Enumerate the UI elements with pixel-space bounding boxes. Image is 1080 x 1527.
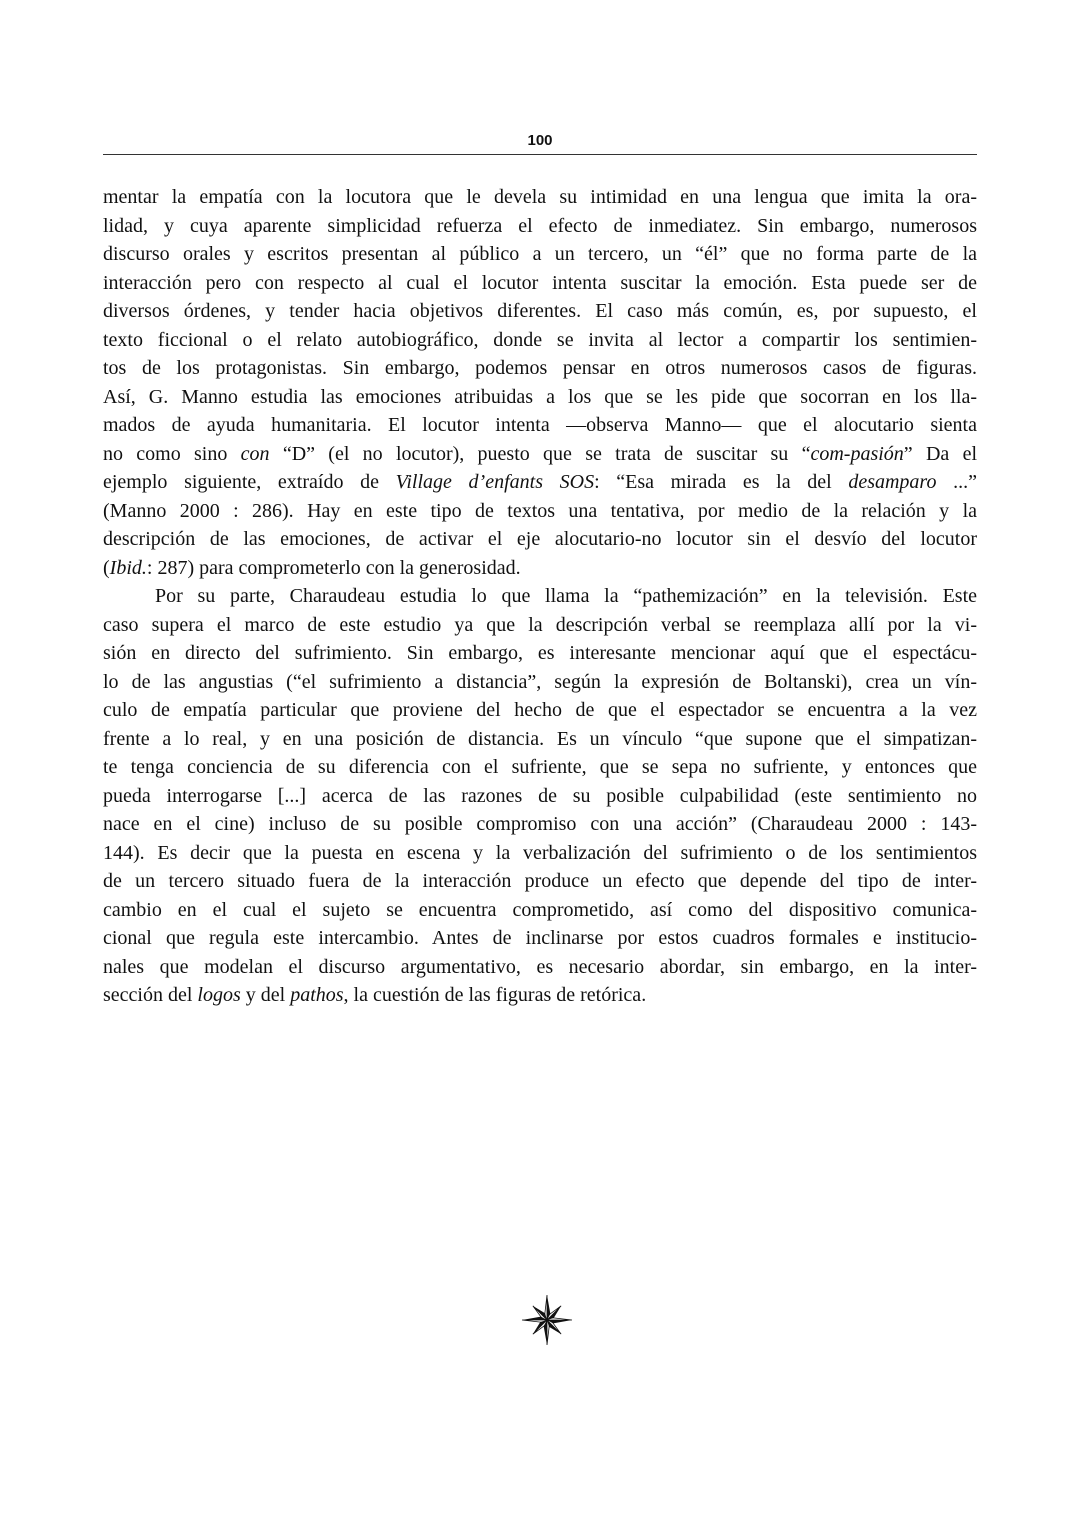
italic-text: com-pasión <box>810 442 904 465</box>
text-span: de un tercero situado fuera de la interacción produce un efecto que depende del tipo de inter- <box>103 870 977 892</box>
text-line <box>103 953 977 982</box>
text-line <box>103 411 977 440</box>
text-line <box>103 725 977 754</box>
text-span: te tenga conciencia de su diferencia con el sufriente, que se sepa no sufriente, y entonces que <box>103 756 977 778</box>
text-line <box>103 354 977 383</box>
text-span: y del <box>240 984 291 1006</box>
header-rule <box>103 154 977 155</box>
text-span: texto ficcional o el relato autobiográfico, donde se invita al lector a compartir los sentimien- <box>103 328 977 351</box>
text-span: ejemplo siguiente, extraído de <box>103 471 396 493</box>
text-line <box>103 896 977 925</box>
text-line <box>103 297 977 326</box>
text-line <box>103 468 977 497</box>
star-ray <box>547 1295 550 1320</box>
text-line <box>103 525 977 554</box>
text-line <box>103 212 977 241</box>
text-span: sección del <box>103 984 198 1006</box>
star-ray <box>544 1320 547 1345</box>
text-line <box>103 924 977 953</box>
star-ray <box>547 1320 572 1323</box>
text-span: caso supera el marco de este estudio ya que la descripción verbal se reemplaza allí por la vi- <box>103 613 977 636</box>
text-span: ...” <box>936 471 977 493</box>
paragraph <box>103 582 977 1010</box>
text-span: culo de empatía particular que proviene del hecho de que el espectador se encuentra a la vez <box>103 699 977 721</box>
text-span: descripción de las emociones, de activar el eje alocutario-no locutor sin el desvío del locutor <box>103 528 977 550</box>
body-text <box>103 183 977 1010</box>
text-line <box>103 611 977 640</box>
text-span: lo de las angustias (“el sufrimiento a distancia”, según la expresión de Boltanski), crea un vín- <box>103 670 977 693</box>
text-span: cional que regula este intercambio. Antes de inclinarse por estos cuadros formales e institucio- <box>103 927 977 949</box>
text-line <box>103 497 977 526</box>
text-span: Así, G. Manno estudia las emociones atribuidas a los que se les pide que socorran en los lla- <box>103 385 977 408</box>
italic-text: Ibid. <box>109 556 147 579</box>
text-span: mentar la empatía con la locutora que le devela su intimidad en una lengua que imita la ora- <box>103 186 977 208</box>
text-line <box>103 326 977 355</box>
italic-text: pathos <box>290 984 344 1006</box>
text-span: discurso orales y escritos presentan al público a un tercero, un “él” que no forma parte de la <box>103 243 977 265</box>
text-line <box>103 782 977 811</box>
text-span: no como sino <box>103 442 241 465</box>
compass-star-icon <box>520 1293 574 1347</box>
text-span: lidad, y cuya aparente simplicidad refuerza el efecto de inmediatez. Sin embargo, numerosos <box>103 214 977 237</box>
text-span: sión en directo del sufrimiento. Sin embargo, es interesante mencionar aquí que el espectácu- <box>103 642 977 664</box>
text-line <box>103 810 977 839</box>
text-span: pueda interrogarse [...] acerca de las razones de su posible culpabilidad (este sentimiento no <box>103 784 977 807</box>
italic-text: con <box>240 442 270 465</box>
text-span: frente a lo real, y en una posición de distancia. Es un vínculo “que supone que el simpatizan- <box>103 727 977 750</box>
text-span: nales que modelan el discurso argumentativo, es necesario abordar, sin embargo, en la inter- <box>103 955 977 978</box>
text-span: cambio en el cual el sujeto se encuentra comprometido, así como del dispositivo comunica- <box>103 898 977 921</box>
text-span: mados de ayuda humanitaria. El locutor intenta —observa Manno— que el alocutario sienta <box>103 414 977 436</box>
text-span: ( <box>103 556 110 579</box>
text-span: 144). Es decir que la puesta en escena y la verbalización del sufrimiento o de los sentimientos <box>103 841 977 864</box>
text-span: : 287) para comprometerlo con la generosidad. <box>146 556 521 579</box>
text-span: : “Esa mirada es la del <box>594 471 849 493</box>
text-span: interacción pero con respecto al cual el locutor intenta suscitar la emoción. Esta puede ser de <box>103 271 977 294</box>
text-span: ” Da el <box>903 442 977 465</box>
text-span: nace en el cine) incluso de su posible compromiso con una acción” (Charaudeau 2000 : 143- <box>103 813 977 835</box>
text-span: , la cuestión de las figuras de retórica. <box>343 984 647 1006</box>
text-line <box>103 383 977 412</box>
text-line <box>103 269 977 298</box>
italic-text: desamparo <box>848 471 937 493</box>
text-line <box>103 753 977 782</box>
text-line <box>103 981 977 1010</box>
text-span: diversos órdenes, y tender hacia objetivos diferentes. El caso más común, es, por supuesto, el <box>103 300 977 322</box>
text-span: Por su parte, Charaudeau estudia lo que llama la “pathemización” en la televisión. Este <box>155 585 977 607</box>
text-span: tos de los protagonistas. Sin embargo, podemos pensar en otros numerosos casos de figuras. <box>103 357 977 379</box>
text-span: “D” (el no locutor), puesto que se trata de suscitar su “ <box>269 442 811 465</box>
star-ray <box>522 1317 547 1320</box>
text-line <box>103 639 977 668</box>
text-line <box>103 696 977 725</box>
paragraph <box>103 183 977 582</box>
text-line <box>103 440 977 469</box>
text-line <box>103 867 977 896</box>
page-number: 100 <box>527 132 553 149</box>
text-line <box>103 240 977 269</box>
text-span: (Manno 2000 : 286). Hay en este tipo de textos una tentativa, por medio de la relación y la <box>103 499 977 522</box>
text-line <box>103 668 977 697</box>
italic-text: Village d’enfants SOS <box>395 471 595 493</box>
text-line <box>103 554 977 583</box>
italic-text: logos <box>197 984 241 1006</box>
text-line <box>103 183 977 212</box>
text-line <box>103 839 977 868</box>
text-line <box>103 582 977 611</box>
